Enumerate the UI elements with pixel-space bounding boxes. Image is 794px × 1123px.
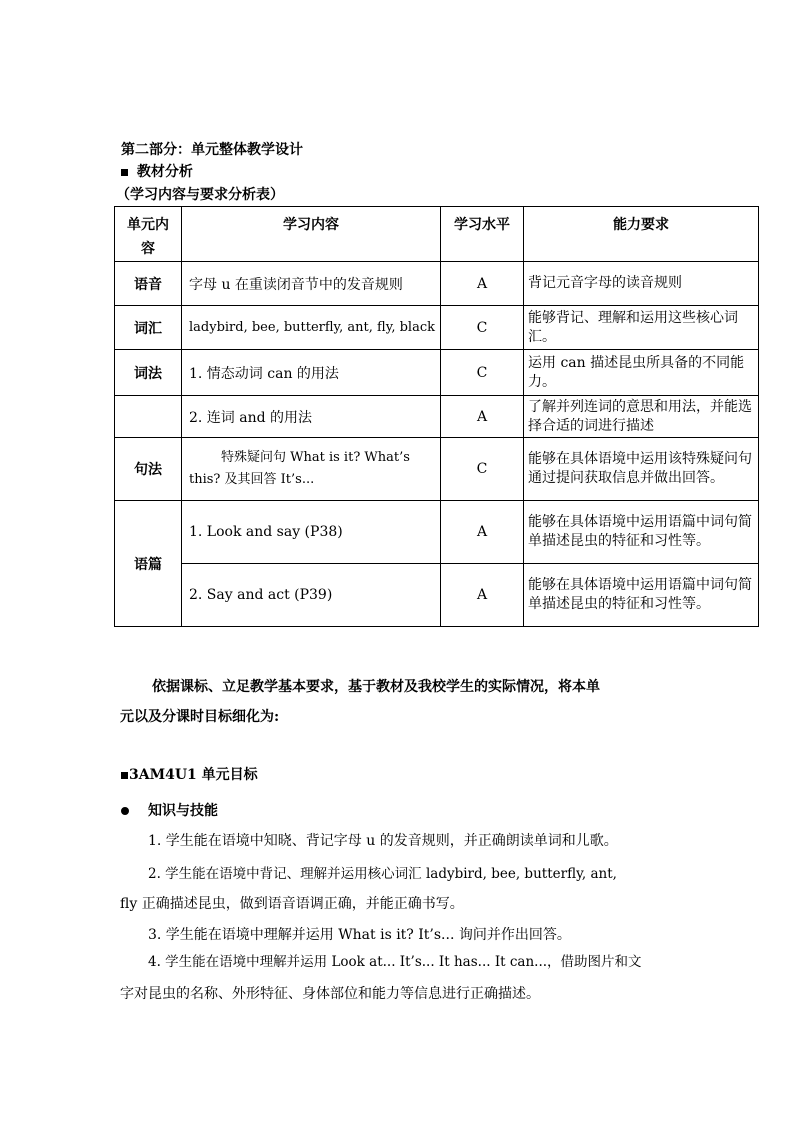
row-unit xyxy=(115,396,182,438)
square-bullet-icon xyxy=(121,169,128,176)
row-unit: 词汇 xyxy=(115,306,182,350)
row-ability: 了解并列连词的意思和用法，并能选择合适的词进行描述 xyxy=(524,396,759,438)
row-content: 特殊疑问句 What is it? What’s this? 及其回答 It’s... xyxy=(182,438,441,501)
row-unit: 语音 xyxy=(115,262,182,306)
table-row xyxy=(115,438,759,501)
row-content: ladybird, bee, butterfly, ant, fly, black xyxy=(182,306,441,350)
table-row xyxy=(115,564,759,627)
goal-4-line-2: 字对昆虫的名称、外形特征、身体部位和能力等信息进行正确描述。 xyxy=(120,986,540,1002)
goal-2-line-2: fly 正确描述昆虫，做到语音语调正确，并能正确书写。 xyxy=(120,896,464,912)
row-ability: 背记元音字母的读音规则 xyxy=(524,262,759,306)
row-content: 字母 u 在重读闭音节中的发音规则 xyxy=(182,262,441,306)
dot-bullet-icon xyxy=(121,807,129,815)
row-ability: 能够在具体语境中运用语篇中词句简单描述昆虫的特征和习性等。 xyxy=(524,564,759,627)
row-level: C xyxy=(441,350,524,396)
row-ability: 能够在具体语境中运用语篇中词句简单描述昆虫的特征和习性等。 xyxy=(524,501,759,564)
row-level: A xyxy=(441,262,524,306)
square-bullet-icon xyxy=(121,772,128,779)
header-content: 学习内容 xyxy=(182,207,441,262)
header-level: 学习水平 xyxy=(441,207,524,262)
goal-3: 3. 学生能在语境中理解并运用 What is it? It’s... 询问并作出回答。 xyxy=(148,927,571,943)
row-ability: 运用 can 描述昆虫所具备的不同能力。 xyxy=(524,350,759,396)
row-content: 2. 连词 and 的用法 xyxy=(182,396,441,438)
row-unit: 语篇 xyxy=(115,501,182,627)
row-level: C xyxy=(441,438,524,501)
row-level: C xyxy=(441,306,524,350)
row-unit: 句法 xyxy=(115,438,182,501)
goal-2-line-1: 2. 学生能在语境中背记、理解并运用核心词汇 ladybird, bee, butterfly, ant, xyxy=(148,866,617,882)
table-row xyxy=(115,262,759,306)
knowledge-title: 知识与技能 xyxy=(148,803,218,819)
table-row xyxy=(115,501,759,564)
part-title: 第二部分：单元整体教学设计 xyxy=(121,142,303,158)
row-level: A xyxy=(441,564,524,627)
row-unit: 词法 xyxy=(115,350,182,396)
analysis-table xyxy=(114,206,759,627)
knowledge-heading xyxy=(121,800,218,820)
row-level: A xyxy=(441,396,524,438)
intro-line-2: 元以及分课时目标细化为: xyxy=(120,709,280,725)
table-row xyxy=(115,306,759,350)
row-content: 2. Say and act (P39) xyxy=(182,564,441,627)
unit-goal-title: 3AM4U1 单元目标 xyxy=(129,767,258,783)
unit-goal-heading xyxy=(121,764,258,784)
row-ability: 能够背记、理解和运用这些核心词汇。 xyxy=(524,306,759,350)
row-content: 1. Look and say (P38) xyxy=(182,501,441,564)
table-row xyxy=(115,350,759,396)
row-content: 1. 情态动词 can 的用法 xyxy=(182,350,441,396)
row-level: A xyxy=(441,501,524,564)
section-heading xyxy=(121,161,193,181)
header-unit: 单元内容 xyxy=(115,207,182,262)
goal-1: 1. 学生能在语境中知晓、背记字母 u 的发音规则，并正确朗读单词和儿歌。 xyxy=(148,833,618,849)
section-title: 教材分析 xyxy=(136,164,193,180)
row-ability: 能够在具体语境中运用该特殊疑问句通过提问获取信息并做出回答。 xyxy=(524,438,759,501)
goal-4-line-1: 4. 学生能在语境中理解并运用 Look at... It’s... It has... It can...，借助图片和文 xyxy=(148,954,642,970)
table-header-row xyxy=(115,207,759,262)
intro-line-1: 依据课标、立足教学基本要求，基于教材及我校学生的实际情况，将本单 xyxy=(152,679,600,695)
table-caption: （学习内容与要求分析表） xyxy=(116,187,284,203)
table-row xyxy=(115,396,759,438)
header-ability: 能力要求 xyxy=(524,207,759,262)
